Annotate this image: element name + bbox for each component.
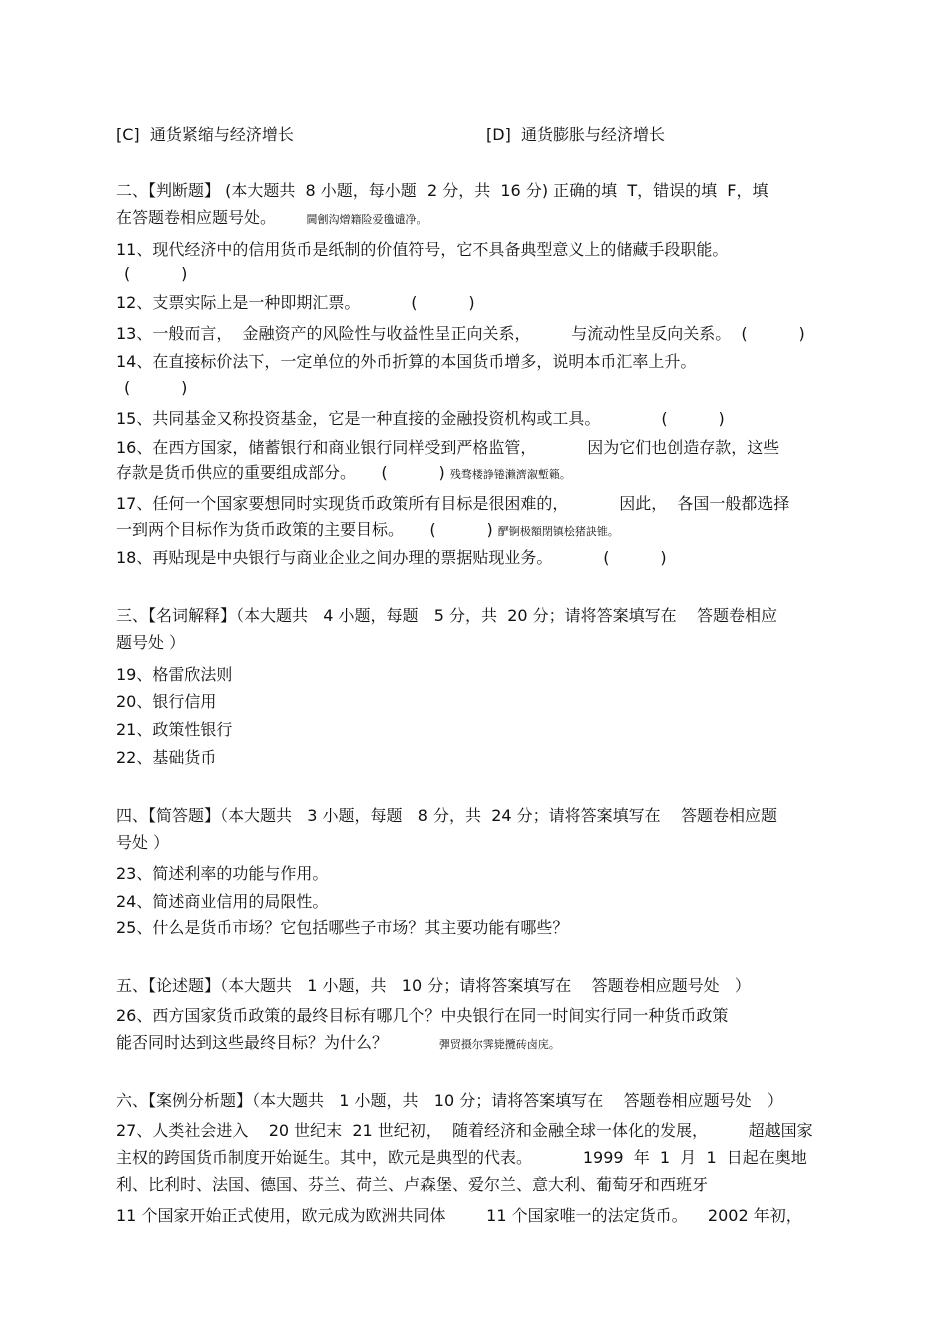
section2-heading: 二、【判断题】 (本大题共 8 小题，每小题 2 分，共 16 分) 正确的填 T，错误的填 F，填 [116,181,769,200]
section2-heading-cont: 在答题卷相应题号处。 閫劊沟熷籍险爱氇谴净。 [116,208,428,227]
q26-text-cont: 能否同时达到这些最终目标？为什么？ 彈贸摄尔霁毙攬砖卤庑。 [116,1033,560,1052]
q26-note: 彈贸摄尔霁毙攬砖卤庑。 [438,1038,560,1051]
q23-text: 23、简述利率的功能与作用。 [116,864,329,883]
section4-heading: 四、【简答题】（本大题共 3 小题，每题 8 分，共 24 分；请将答案填写在 答题卷相应题 [116,806,778,825]
q19-text: 19、格雷欣法则 [116,665,233,684]
q16-text: 16、在西方国家，储蓄银行和商业银行同样受到严格监管， 因为它们也创造存款，这些 [116,438,780,457]
section6-heading: 六、【案例分析题】（本大题共 1 小题，共 10 分；请将答案填写在 答题卷相应题号处 ） [116,1091,783,1110]
q22-text: 22、基础货币 [116,748,217,767]
q11-text: 11、现代经济中的信用货币是纸制的价值符号，它不具备典型意义上的储藏手段职能。 [116,240,729,259]
q27-text-line2: 主权的跨国货币制度开始诞生。其中，欧元是典型的代表。 1999 年 1 月 1 日起在奥地 [116,1148,807,1167]
q17-text-cont: 一到两个目标作为货币政策的主要目标。 ( ) 酽锕极額閉镇桧猪訣锥。 [116,520,619,539]
q16-text-cont: 存款是货币供应的重要组成部分。 ( ) 残骛楼諍锩濑濟溆塹籟。 [116,463,571,482]
section3-heading: 三、【名词解释】（本大题共 4 小题，每题 5 分，共 20 分；请将答案填写在 答题卷相应 [116,606,778,625]
section4-heading-cont: 号处 ） [116,833,170,852]
q27-text-line4: 11 个国家开始正式使用，欧元成为欧洲共同体 11 个国家唯一的法定货币。 2002 年初， [116,1206,802,1225]
q12-text: 12、支票实际上是一种即期汇票。 ( ) [116,293,475,312]
q14-answer-blank: ( ) [124,378,188,397]
q17-note: 酽锕极額閉镇桧猪訣锥。 [497,525,619,538]
q27-text-line3: 利、比利时、法国、德国、芬兰、荷兰、卢森堡、爱尔兰、意大利、葡萄牙和西班牙 [116,1175,709,1194]
q17-text: 17、任何一个国家要想同时实现货币政策所有目标是很困难的， 因此， 各国一般都选择 [116,494,790,513]
q18-text: 18、再贴现是中央银行与商业企业之间办理的票据贴现业务。 ( ) [116,548,667,567]
option-d: [D] 通货膨胀与经济增长 [486,125,665,144]
q14-text: 14、在直接标价法下，一定单位的外币折算的本国货币增多，说明本币汇率上升。 [116,352,697,371]
q25-text: 25、什么是货币市场？它包括哪些子市场？其主要功能有哪些？ [116,918,569,937]
q16-note: 残骛楼諍锩濑濟溆塹籟。 [449,468,571,481]
q13-text: 13、一般而言， 金融资产的风险性与收益性呈正向关系， 与流动性呈反向关系。 ( ) [116,324,805,343]
q20-text: 20、银行信用 [116,692,217,711]
option-c: [C] 通货紧缩与经济增长 [116,125,294,144]
q15-text: 15、共同基金又称投资基金，它是一种直接的金融投资机构或工具。 ( ) [116,409,725,428]
q24-text: 24、简述商业信用的局限性。 [116,892,329,911]
q11-answer-blank: ( ) [124,264,188,283]
section3-heading-cont: 题号处 ） [116,633,186,652]
section2-note: 閫劊沟熷籍险爱氇谴净。 [306,213,428,226]
section5-heading: 五、【论述题】（本大题共 1 小题，共 10 分；请将答案填写在 答题卷相应题号处 ） [116,976,751,995]
q27-text-line1: 27、人类社会进入 20 世纪末 21 世纪初， 随着经济和金融全球一体化的发展， 超越国家 [116,1121,813,1140]
q21-text: 21、政策性银行 [116,720,233,739]
q26-text: 26、西方国家货币政策的最终目标有哪几个？中央银行在同一时间实行同一种货币政策 [116,1006,729,1025]
